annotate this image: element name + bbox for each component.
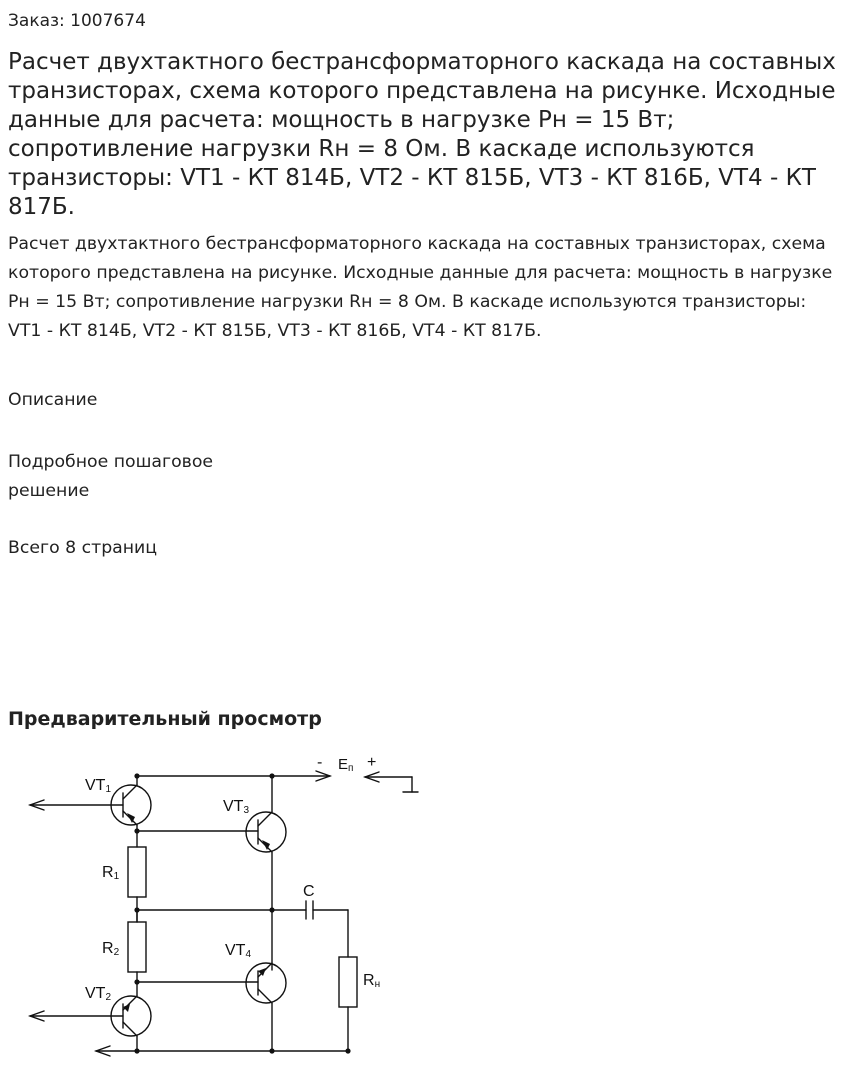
supply-minus-label: - bbox=[317, 754, 323, 771]
load-resistor-label: Rн bbox=[363, 972, 381, 990]
supply-plus-label: + bbox=[367, 754, 377, 771]
vt1-label: VT1 bbox=[85, 777, 112, 795]
solution-label-line1: Подробное пошаговое bbox=[8, 452, 214, 472]
vt2-label: VT2 bbox=[85, 985, 112, 1003]
order-number: Заказ: 1007674 bbox=[8, 11, 146, 31]
supply-label: Eп bbox=[338, 756, 354, 774]
vt3-label: VT3 bbox=[223, 798, 250, 816]
r1-label: R1 bbox=[102, 864, 120, 882]
page-title: Расчет двухтактного бестрансформаторного каскада на составных транзисторах, схема которого представлена на рисунке. Исходные данные для расчета: мощность в нагрузке Рн = 15 Вт; сопротивление нагрузки Rн = 8 Ом. В каскаде используются транзисторы: VT1 - КТ 814Б, VT2 - КТ 815Б, VT3 - КТ 816Б, VT4 - КТ 817Б. bbox=[8, 49, 836, 220]
description-text: Расчет двухтактного бестрансформаторного каскада на составных транзисторах, схема которого представлена на рисунке. Исходные данные для расчета: мощность в нагрузке Рн = 15 Вт; сопротивление нагрузки Rн = 8 Ом. В каскаде используются транзисторы: VT1 - КТ 814Б, VT2 - КТ 815Б, VT3 - КТ 816Б, VT4 - КТ 817Б. bbox=[8, 234, 833, 341]
capacitor-label: C bbox=[303, 883, 315, 900]
preview-heading: Предварительный просмотр bbox=[8, 708, 322, 730]
solution-label-line2: решение bbox=[8, 481, 90, 501]
circuit-schematic bbox=[20, 745, 440, 1065]
section-description-label: Описание bbox=[8, 390, 98, 410]
vt4-label: VT4 bbox=[225, 942, 252, 960]
r2-label: R2 bbox=[102, 940, 120, 958]
pages-count: Всего 8 страниц bbox=[8, 538, 158, 558]
